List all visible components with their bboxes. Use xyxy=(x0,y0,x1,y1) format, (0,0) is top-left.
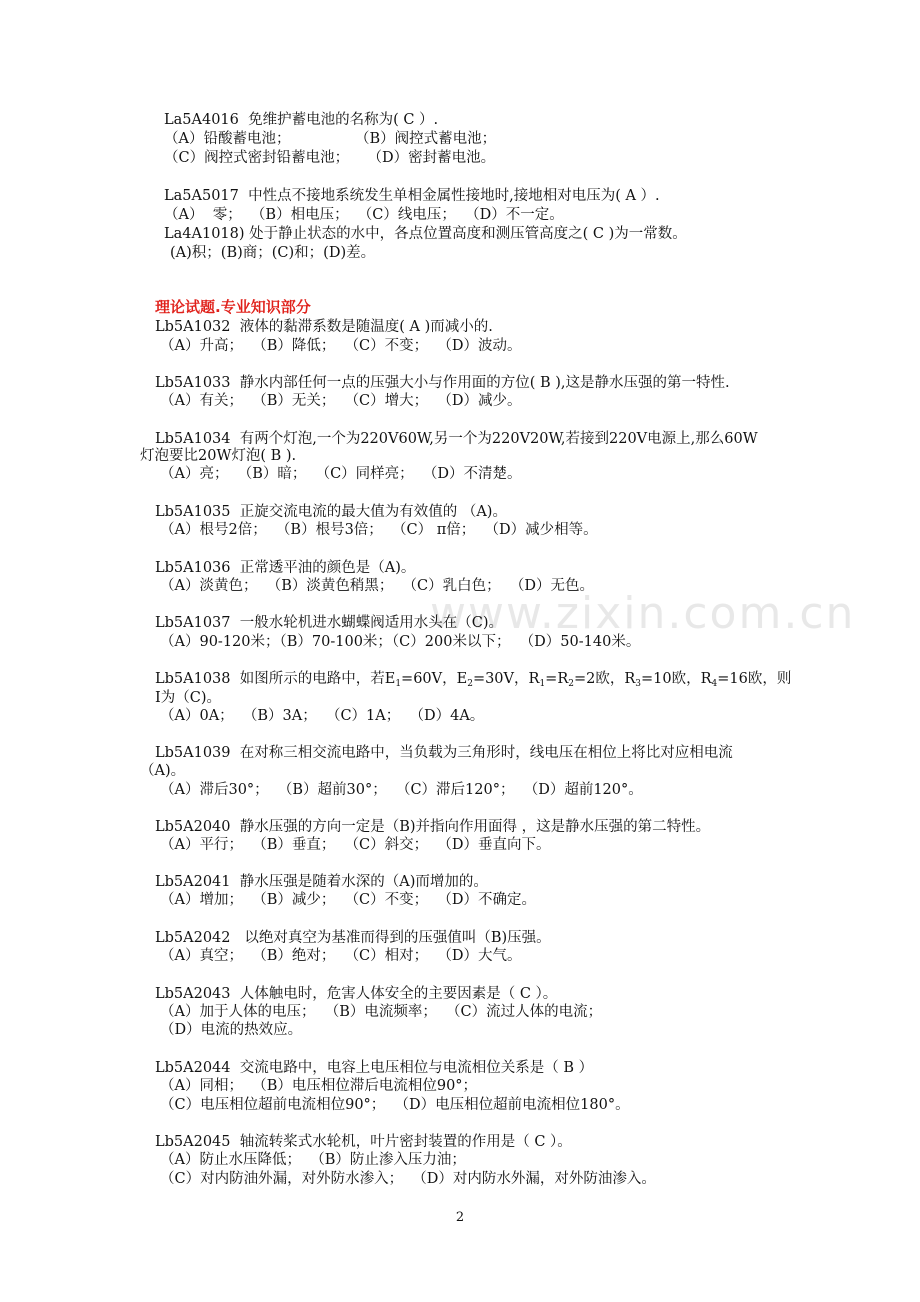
text-line: La5A5017 中性点不接地系统发生单相金属性接地时,接地相对电压为( A ）. xyxy=(164,188,660,204)
question-1038-line xyxy=(155,670,791,688)
q1038-text-5: =10欧，R xyxy=(641,671,712,687)
text-line: I为（C)。 xyxy=(155,690,221,706)
text-line: （A）淡黄色； （B）淡黄色稍黑； （C）乳白色； （D）无色。 xyxy=(160,578,594,594)
q1038-sub-2: 2 xyxy=(467,679,473,689)
text-line: （A）增加； （B）减少； （C）不变； （D）不确定。 xyxy=(160,892,536,908)
q1038-text-1: =60V，E xyxy=(401,671,468,687)
text-line: （C）阀控式密封铅蓄电池； （D）密封蓄电池。 xyxy=(164,150,496,166)
text-line: （C）对内防油外漏，对外防水渗入； （D）对内防水外漏，对外防油渗入。 xyxy=(160,1171,656,1187)
watermark: www.zixin.com.cn xyxy=(430,588,856,639)
text-line: Lb5A2040 静水压强的方向一定是（B)并指向作用面得 ，这是静水压强的第二特性。 xyxy=(155,819,711,835)
q1038-text-2: =30V，R xyxy=(472,671,540,687)
text-line: Lb5A1037 一般水轮机进水蝴蝶阀适用水头在（C)。 xyxy=(155,615,503,631)
text-line: （A）加于人体的电压； （B）电流频率； （C）流过人体的电流； xyxy=(160,1004,603,1020)
text-line: （A)。 xyxy=(140,763,186,779)
text-line: （A）升高； （B）降低； （C）不变； （D）波动。 xyxy=(160,338,522,354)
text-line: （A）防止水压降低； （B）防止渗入压力油； xyxy=(160,1152,466,1168)
text-line: （A） 零； （B）相电压； （C）线电压； （D）不一定。 xyxy=(164,207,564,223)
q1038-prefix: Lb5A1038 如图所示的电路中，若E xyxy=(155,671,396,687)
text-line: Lb5A1039 在对称三相交流电路中，当负载为三角形时，线电压在相位上将比对应相电流 xyxy=(155,745,733,761)
text-line: Lb5A2045 轴流转桨式水轮机，叶片密封装置的作用是（ C ）。 xyxy=(155,1134,572,1150)
text-line: Lb5A1034 有两个灯泡,一个为220V60W,另一个为220V20W,若接到220V电源上,那么60W xyxy=(155,431,758,447)
page-number: 2 xyxy=(455,1210,465,1225)
text-line: （A）滞后30°； （B）超前30°； （C）滞后120°； （D）超前120°。 xyxy=(160,782,643,798)
text-line: Lb5A2044 交流电路中，电容上电压相位与电流相位关系是（ B ） xyxy=(155,1060,594,1076)
text-line: （A）铅酸蓄电池； （B）阀控式蓄电池； xyxy=(164,131,497,147)
text-line: Lb5A1035 正旋交流电流的最大值为有效值的 （A)。 xyxy=(155,504,507,520)
q1038-sub-5: 3 xyxy=(635,679,642,689)
q1038-text-6: =16欧，则 xyxy=(717,671,792,687)
text-line: （C）电压相位超前电流相位90°； （D）电压相位超前电流相位180°。 xyxy=(160,1097,630,1113)
text-line: （A）同相； （B）电压相位滞后电流相位90°； xyxy=(160,1078,478,1094)
text-line: Lb5A2041 静水压强是随着水深的（A)而增加的。 xyxy=(155,874,488,890)
q1038-text-4: =2欧，R xyxy=(573,671,636,687)
q1038-sub-1: 1 xyxy=(395,679,402,689)
q1038-sub-4: 2 xyxy=(568,679,574,689)
text-line: （A）真空； （B）绝对； （C）相对； （D）大气。 xyxy=(160,948,522,964)
text-line: 灯泡要比20W灯泡( B ). xyxy=(140,448,297,464)
text-line: Lb5A1036 正常透平油的颜色是（A)。 xyxy=(155,560,416,576)
q1038-sub-3: 1 xyxy=(539,679,546,689)
text-line: La5A4016 免维护蓄电池的名称为( C ）. xyxy=(164,112,439,128)
text-line: （A）根号2倍； （B）根号3倍； （C） π倍； （D）减少相等。 xyxy=(160,522,598,538)
text-line: （A）90-120米；（B）70-100米；（C）200米以下； （D）50-140米。 xyxy=(160,634,641,650)
text-line: Lb5A1033 静水内部任何一点的压强大小与作用面的方位( B ),这是静水压强的第一特性. xyxy=(155,375,730,391)
text-line: Lb5A2043 人体触电时，危害人体安全的主要因素是（ C ）。 xyxy=(155,986,558,1002)
text-line: Lb5A1032 液体的黏滞系数是随温度( A )而减小的. xyxy=(155,319,493,335)
text-line: （A）亮； （B）暗； （C）同样亮； （D）不清楚。 xyxy=(160,466,522,482)
section-heading: 理论试题.专业知识部分 xyxy=(155,298,311,316)
text-line: （A）有关； （B）无关； （C）增大； （D）减少。 xyxy=(160,393,522,409)
q1038-sub-6: 4 xyxy=(711,679,718,689)
text-line: （A）平行； （B）垂直； （C）斜交； （D）垂直向下。 xyxy=(160,837,551,853)
text-line: (A)积；(B)商；(C)和；(D)差。 xyxy=(170,245,376,261)
text-line: （A）0A； （B）3A； （C）1A； （D）4A。 xyxy=(160,708,485,724)
q1038-text-3: =R xyxy=(545,671,569,687)
text-line: （D）电流的热效应。 xyxy=(160,1022,303,1038)
text-line: La4A1018) 处于静止状态的水中，各点位置高度和测压管高度之( C )为一常数。 xyxy=(164,226,687,242)
text-line: Lb5A2042 以绝对真空为基准而得到的压强值叫（B)压强。 xyxy=(155,930,551,946)
